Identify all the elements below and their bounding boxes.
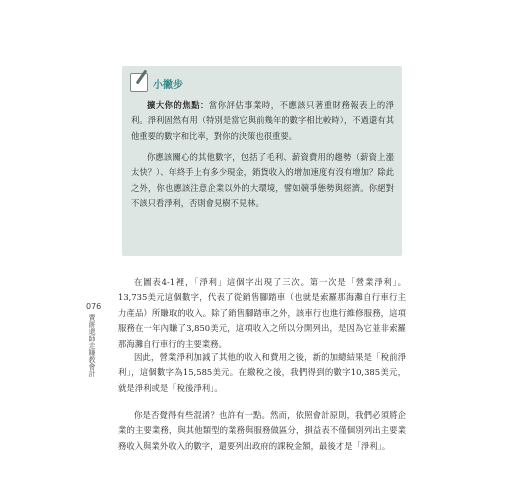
pencil-note-icon [130, 73, 148, 92]
tip-paragraph-1-text: 當你評估事業時，不應該只著重財務報表上的淨利。淨利固然有用（特別是當它與前幾年的數字相比較時），不過還有其他重要的數字和比率，對你的決策也很重要。 [131, 100, 394, 141]
tip-paragraph-1 [131, 98, 394, 144]
body-paragraph-2: 因此，營業淨利加減了其他的收入和費用之後，新的加總結果是「稅前淨利」，這個數字為15,585美元。在繳稅之後，我們得到的數字10,385美元，就是淨利或是「稅後淨利」。 [118, 352, 406, 393]
tip-paragraph-2: 你應該關心的其他數字，包括了毛利、薪資費用的趨勢（薪資上漲太快？）、年終手上有多少現金，銷貨收入的增加速度有沒有增加？除此之外，你也應該注意企業以外的大環境，譬如競爭態勢與經濟。你絕對不該只看淨利，否則會見樹不見林。 [131, 152, 394, 209]
running-title: 賣餅還師走賺教會計 [88, 314, 96, 377]
tip-paragraph-1-bold: 擴大你的焦點： [147, 100, 209, 110]
page-number: 076 [86, 302, 102, 311]
tip-title: 小撇步 [153, 80, 183, 91]
body-paragraph-3: 你是否覺得有些混淆？也許有一點。然而，依照會計原則，我們必須將企業的主要業務，與其他類型的業務與服務做區分，損益表不僅個別列出主要業務收入與業外收入的數字，還要列出政府的課稅金額，最後才是「淨利」。 [118, 410, 406, 451]
body-paragraph-1: 在圖表4-1裡，「淨利」這個字出現了三次。第一次是「營業淨利」。13,735美元這個數字，代表了從銷售腳踏車（也就是索羅那海灘自行車行主力產品）所賺取的收入。除了銷售腳踏車之外，該車行也進行維修服務，這項服務在一年內賺了3,850美元，這項收入之所以分開列出，是因為它並非索羅那海灘自行車行的主要業務。 [118, 277, 406, 349]
